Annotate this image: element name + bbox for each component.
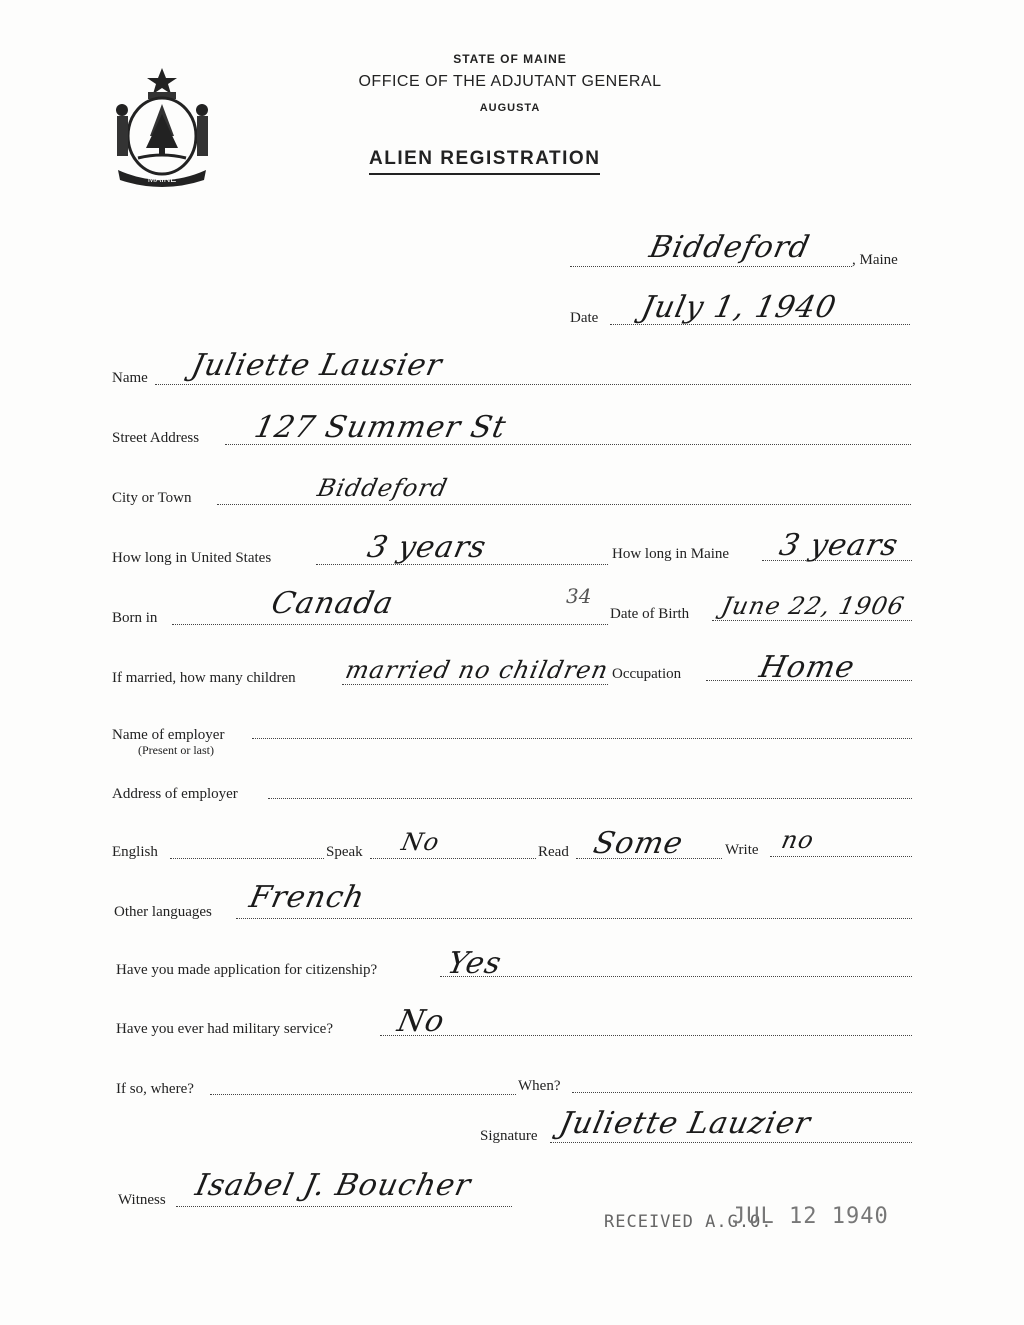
occupation-value[interactable]: Home <box>756 650 859 685</box>
employer-address-line[interactable] <box>268 798 912 799</box>
signature-value[interactable]: Juliette Lauzier <box>556 1106 815 1141</box>
place-suffix: , Maine <box>852 252 898 268</box>
witness-label: Witness <box>118 1192 166 1208</box>
form-title: ALIEN REGISTRATION <box>369 148 600 175</box>
how-long-maine-value[interactable]: 3 years <box>776 528 902 563</box>
date-label: Date <box>570 310 599 326</box>
witness-line <box>176 1206 512 1207</box>
name-line <box>155 384 911 385</box>
speak-label: Speak <box>326 844 363 860</box>
read-value[interactable]: Some <box>590 826 687 861</box>
name-value[interactable]: Juliette Lausier <box>188 348 446 383</box>
children-value[interactable]: married no children <box>343 656 612 684</box>
name-label: Name <box>112 370 148 386</box>
city-heading: AUGUSTA <box>479 102 541 114</box>
how-long-us-label: How long in United States <box>112 550 272 566</box>
where-line[interactable] <box>210 1094 516 1095</box>
read-label: Read <box>538 844 569 860</box>
date-of-birth-line <box>712 620 912 621</box>
how-long-us-value[interactable]: 3 years <box>364 530 490 565</box>
children-label: If married, how many children <box>112 670 296 686</box>
born-in-line <box>172 624 608 625</box>
city-value[interactable]: Biddeford <box>315 474 451 502</box>
witness-value[interactable]: Isabel J. Boucher <box>192 1168 475 1203</box>
employer-name-line[interactable] <box>252 738 912 739</box>
write-label: Write <box>725 842 759 858</box>
city-label: City or Town <box>112 490 192 506</box>
military-label: Have you ever had military service? <box>116 1021 333 1037</box>
received-stamp-text: RECEIVED A.G.O. <box>604 1212 773 1232</box>
write-line <box>770 856 912 857</box>
write-value[interactable]: no <box>779 826 817 854</box>
place-line <box>570 266 852 267</box>
signature-line <box>550 1142 912 1143</box>
street-address-value[interactable]: 127 Summer St <box>251 410 510 445</box>
citizenship-line <box>440 976 912 977</box>
employer-name-label: Name of employer <box>112 727 225 743</box>
seal-banner-text: MAINE <box>147 174 177 184</box>
children-line <box>342 684 608 685</box>
other-languages-value[interactable]: French <box>246 880 369 915</box>
employer-name-sublabel: (Present or last) <box>138 743 214 757</box>
speak-value[interactable]: No <box>399 828 443 856</box>
where-label: If so, where? <box>116 1081 194 1097</box>
citizenship-value[interactable]: Yes <box>444 946 506 981</box>
received-stamp-date: JUL 12 1940 <box>732 1204 889 1229</box>
other-languages-label: Other languages <box>114 904 212 920</box>
military-value[interactable]: No <box>394 1004 449 1039</box>
employer-address-label: Address of employer <box>112 786 238 802</box>
born-in-label: Born in <box>112 610 158 626</box>
military-line <box>380 1035 912 1036</box>
date-of-birth-value[interactable]: June 22, 1906 <box>719 592 908 620</box>
age-note: 34 <box>566 584 592 608</box>
street-address-label: Street Address <box>112 430 200 446</box>
citizenship-label: Have you made application for citizenship? <box>116 962 378 978</box>
date-of-birth-label: Date of Birth <box>610 606 690 622</box>
when-line[interactable] <box>572 1092 912 1093</box>
signature-label: Signature <box>480 1128 538 1144</box>
city-line <box>217 504 911 505</box>
date-value[interactable]: July 1, 1940 <box>638 290 840 325</box>
office-heading: OFFICE OF THE ADJUTANT GENERAL <box>358 73 662 90</box>
born-in-value[interactable]: Canada <box>268 586 397 621</box>
place-value[interactable]: Biddeford <box>646 230 814 265</box>
english-label: English <box>112 844 158 860</box>
when-label: When? <box>518 1078 561 1094</box>
occupation-label: Occupation <box>612 666 682 682</box>
speak-line <box>370 858 536 859</box>
english-line <box>170 858 324 859</box>
how-long-maine-label: How long in Maine <box>612 546 730 562</box>
other-languages-line <box>236 918 912 919</box>
state-heading: STATE OF MAINE <box>453 52 567 66</box>
